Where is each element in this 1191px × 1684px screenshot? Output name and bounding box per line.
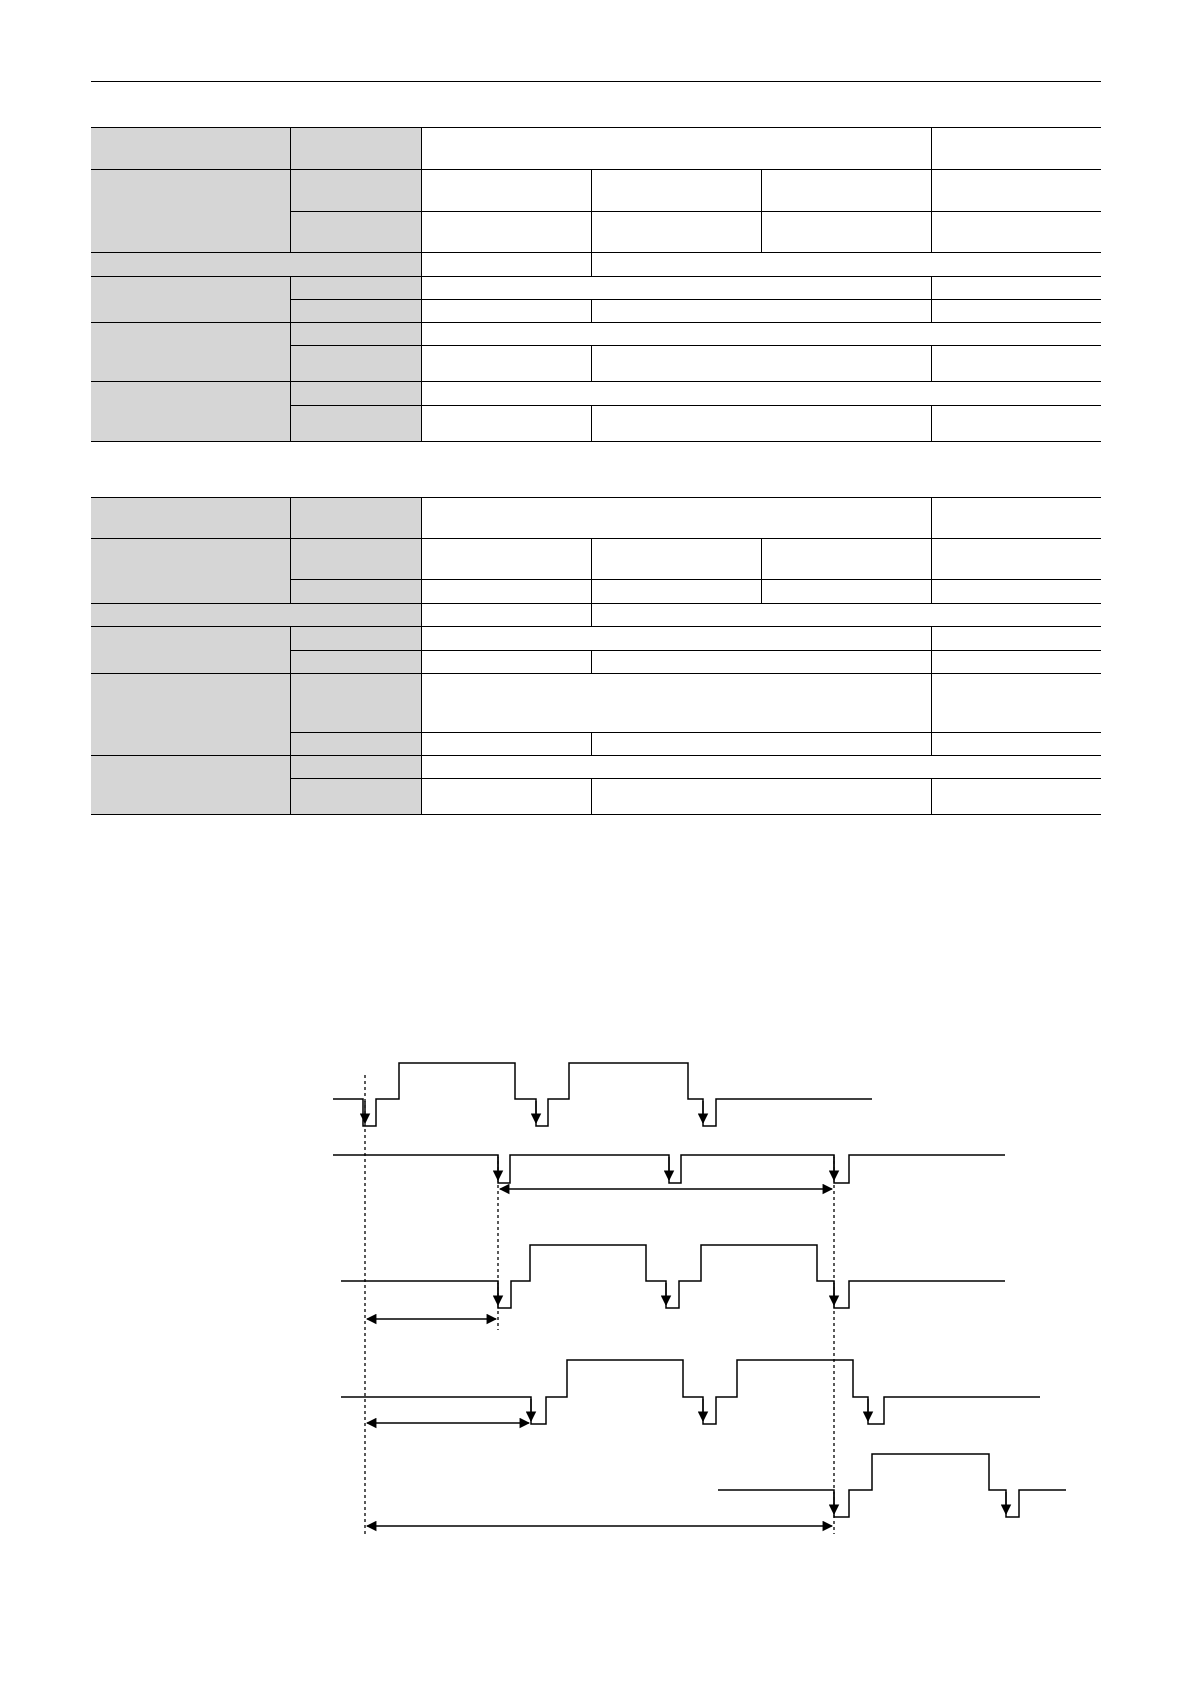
- waveform-3: [341, 1245, 1005, 1308]
- waveform-4: [341, 1360, 1040, 1424]
- waveform-1: [333, 1063, 872, 1126]
- waveform-5: [718, 1454, 1066, 1517]
